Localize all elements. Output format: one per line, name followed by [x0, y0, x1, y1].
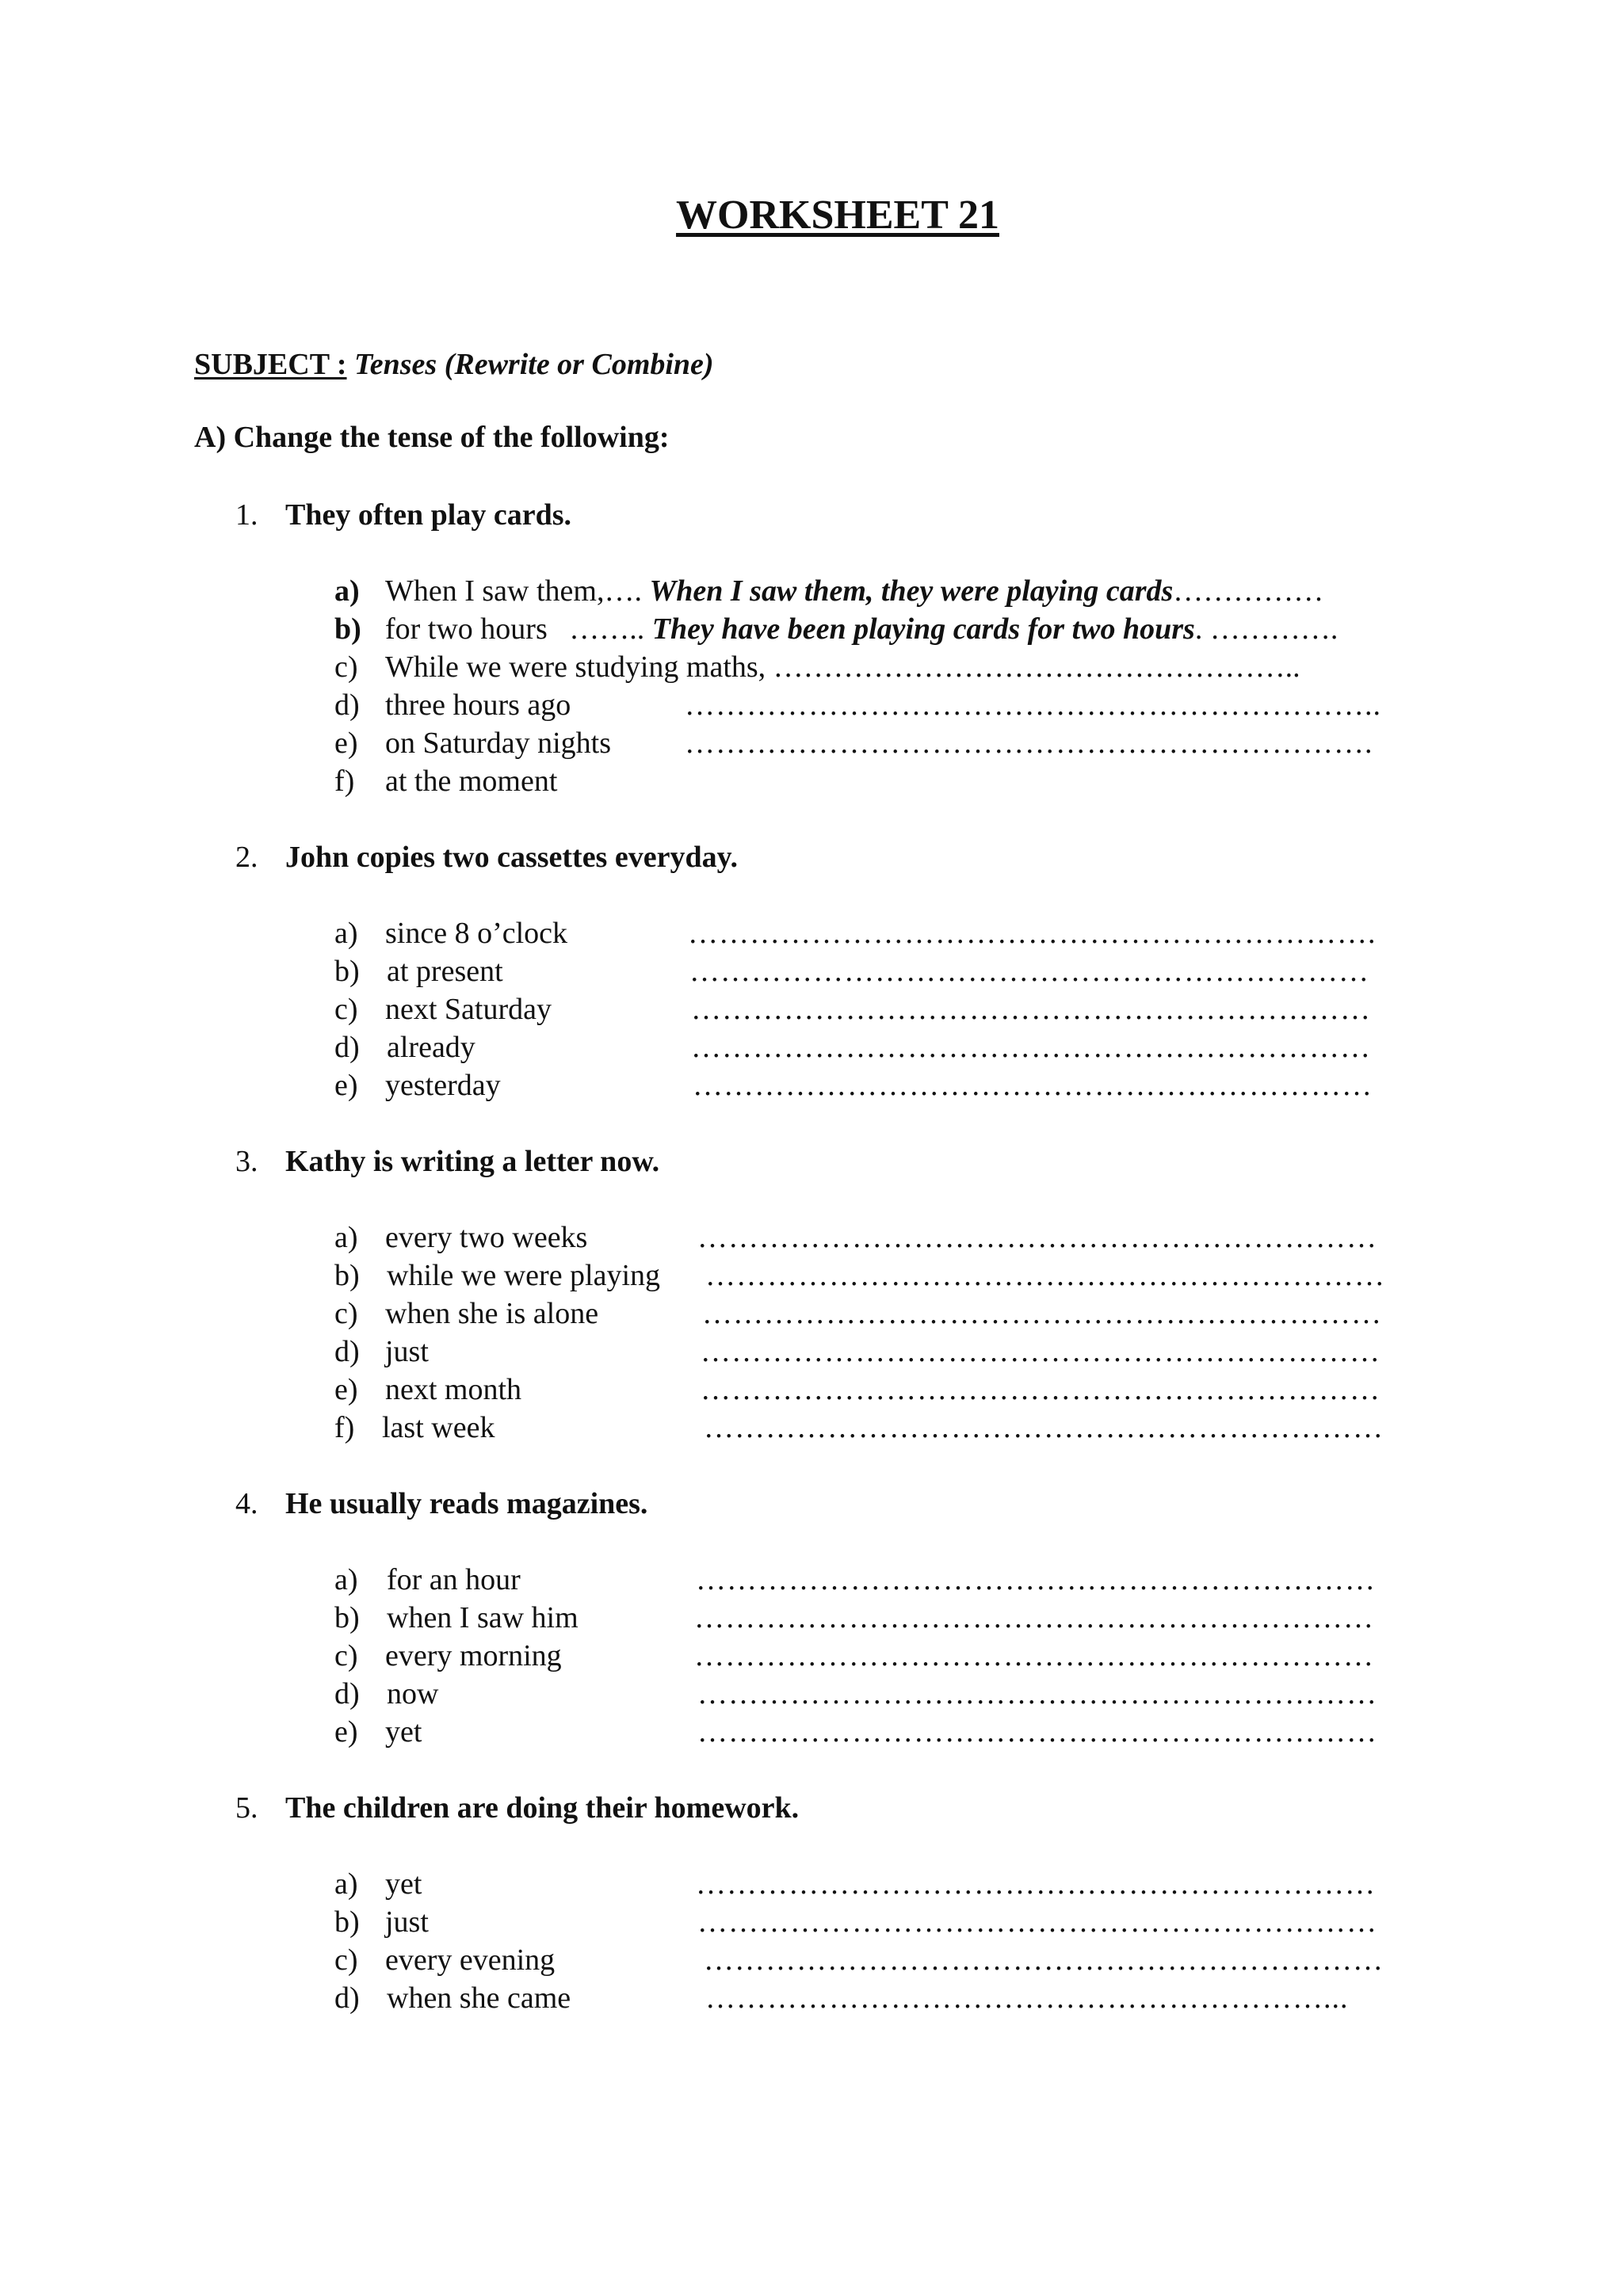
item-letter: e): [334, 1373, 358, 1406]
item-cue: yesterday: [385, 1069, 501, 1102]
item-cue: yet: [385, 1715, 422, 1749]
item-letter: e): [334, 727, 358, 760]
subject-value: Tenses (Rewrite or Combine): [354, 348, 714, 381]
answer-dots: . ………….: [1194, 612, 1338, 646]
item-cue: every evening: [385, 1943, 556, 1977]
item-cue: while we were playing: [387, 1259, 661, 1292]
answer-dots: …………………………………………………………: [702, 1297, 1382, 1330]
question-number: 5.: [235, 1791, 258, 1825]
item-letter: c): [334, 650, 358, 684]
question-text: They often play cards.: [285, 498, 571, 532]
item-letter: c): [334, 1297, 358, 1330]
item-letter: d): [334, 1677, 360, 1711]
item-cue: While we were studying maths, ……………………………………………..: [385, 650, 1300, 684]
item-letter: b): [334, 1259, 360, 1292]
question-text: John copies two cassettes everyday.: [285, 841, 738, 874]
answer-dots: …………………………………………………………..: [685, 688, 1381, 722]
item-cue: next Saturday: [385, 993, 552, 1026]
item-cue: when I saw him: [387, 1601, 579, 1634]
item-cue: three hours ago: [385, 688, 571, 722]
item-cue: just: [385, 1905, 429, 1939]
answer-dots: …………………………………………………………: [696, 1563, 1376, 1596]
answer-dots: …………………………………………………………: [705, 1259, 1385, 1292]
item-letter: f): [334, 1411, 355, 1444]
answer-dots: …………………………………………………………: [697, 1221, 1377, 1254]
item-letter: b): [334, 1601, 360, 1634]
answer-dots: ………………………………………………………….: [685, 727, 1373, 760]
subject-line: [194, 347, 714, 382]
item-cue: every two weeks: [385, 1221, 588, 1254]
item-letter: a): [334, 1867, 358, 1901]
question-text: The children are doing their homework.: [285, 1791, 800, 1825]
item-answer: They have been playing cards for two hours: [651, 612, 1195, 646]
item-cue: when she came: [387, 1981, 571, 2015]
item-letter: e): [334, 1069, 358, 1102]
answer-dots: …………………………………………………………: [691, 1031, 1371, 1064]
item-cue: now: [387, 1677, 439, 1711]
answer-dots: …………………………………………………………: [689, 955, 1369, 988]
answer-dots: …………………………………………………………: [697, 1905, 1377, 1939]
answer-dots: …………………………………………………………: [697, 1715, 1377, 1749]
item-letter: b): [334, 612, 361, 646]
item-letter: e): [334, 1715, 358, 1749]
answer-dots: …………………………………………………………: [693, 1069, 1373, 1102]
item-cue: next month: [385, 1373, 522, 1406]
item-cue: every morning: [385, 1639, 562, 1672]
item-cue: on Saturday nights: [385, 727, 611, 760]
answer-dots: …………………………………………………………: [701, 1335, 1381, 1368]
item-letter: d): [334, 688, 360, 722]
item-cue: yet: [385, 1867, 422, 1901]
item-letter: f): [334, 765, 355, 798]
item-letter: a): [334, 1221, 358, 1254]
answer-dots: ……………: [1173, 574, 1324, 608]
item-cue: already: [387, 1031, 475, 1064]
item-cue: last week: [382, 1411, 495, 1444]
question-number: 4.: [235, 1487, 258, 1520]
item-answer: When I saw them, they were playing cards: [649, 574, 1174, 608]
answer-dots: ……………………………………………………...: [705, 1981, 1349, 2015]
item-letter: c): [334, 1639, 358, 1672]
item-cue: since 8 o’clock: [385, 917, 568, 950]
question-number: 1.: [235, 498, 258, 532]
item-letter: a): [334, 574, 360, 608]
question-text: He usually reads magazines.: [285, 1487, 648, 1520]
answer-dots: …………………………………………………………: [694, 1639, 1374, 1672]
item-cue: just: [385, 1335, 429, 1368]
item-cue: for an hour: [387, 1563, 521, 1596]
answer-dots: …………………………………………………………: [704, 1943, 1384, 1977]
item-line: [385, 574, 1323, 608]
item-letter: d): [334, 1335, 360, 1368]
item-cue: When I saw them,….: [385, 574, 642, 608]
item-letter: d): [334, 1031, 360, 1064]
answer-dots: …………………………………………………………: [701, 1373, 1381, 1406]
answer-dots: ……..: [569, 612, 645, 646]
subject-label: SUBJECT :: [194, 348, 347, 381]
item-cue: at present: [387, 955, 503, 988]
question-number: 3.: [235, 1145, 258, 1178]
item-cue: for two hours: [385, 612, 548, 646]
item-letter: d): [334, 1981, 360, 2015]
item-letter: a): [334, 1563, 358, 1596]
item-letter: c): [334, 1943, 358, 1977]
item-cue: when she is alone: [385, 1297, 599, 1330]
answer-dots: …………………………………………………………: [696, 1867, 1376, 1901]
item-letter: c): [334, 993, 358, 1026]
answer-dots: ………………………………………………………….: [688, 917, 1377, 950]
item-cue: at the moment: [385, 765, 558, 798]
question-text: Kathy is writing a letter now.: [285, 1145, 660, 1178]
answer-dots: …………………………………………………………: [694, 1601, 1374, 1634]
item-letter: b): [334, 1905, 360, 1939]
worksheet-title: WORKSHEET 21: [676, 193, 999, 238]
item-line: [385, 612, 1338, 646]
question-number: 2.: [235, 841, 258, 874]
section-a-heading: A) Change the tense of the following:: [194, 421, 670, 454]
answer-dots: …………………………………………………………: [704, 1411, 1384, 1444]
answer-dots: …………………………………………………………: [691, 993, 1371, 1026]
item-letter: a): [334, 917, 358, 950]
item-letter: b): [334, 955, 360, 988]
answer-dots: …………………………………………………………: [697, 1677, 1377, 1711]
